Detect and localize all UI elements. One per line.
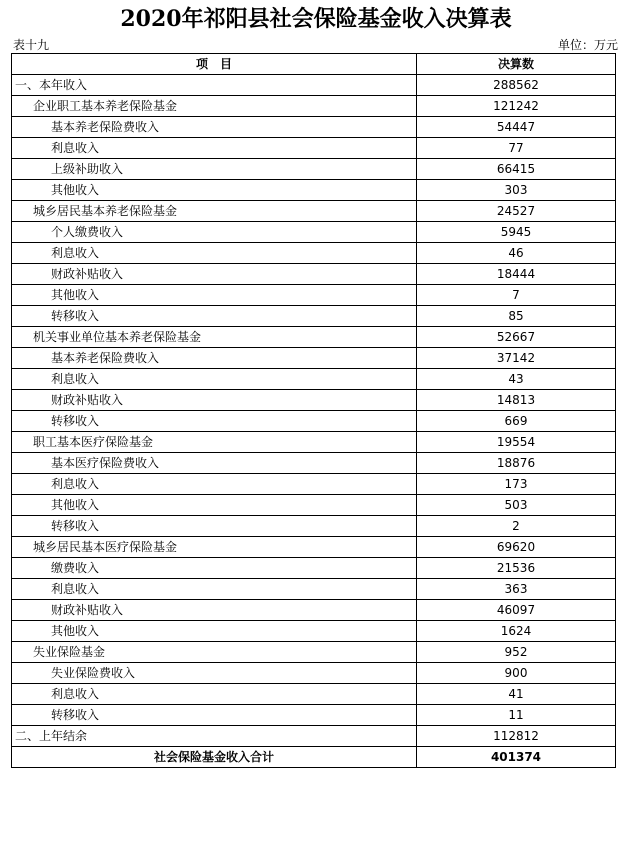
table-row	[12, 516, 616, 537]
table-row	[12, 726, 616, 747]
row-label: 转移收入	[12, 306, 417, 327]
table-row	[12, 369, 616, 390]
table-row	[12, 600, 616, 621]
table-row	[12, 327, 616, 348]
row-label: 城乡居民基本医疗保险基金	[12, 537, 417, 558]
row-label: 失业保险费收入	[12, 663, 417, 684]
table-row	[12, 75, 616, 96]
row-label: 利息收入	[12, 369, 417, 390]
table-row	[12, 474, 616, 495]
row-value: 303	[417, 180, 616, 201]
table-row	[12, 411, 616, 432]
row-value: 46	[417, 243, 616, 264]
row-label: 机关事业单位基本养老保险基金	[12, 327, 417, 348]
row-label: 企业职工基本养老保险基金	[12, 96, 417, 117]
table-row	[12, 222, 616, 243]
table-row	[12, 348, 616, 369]
row-value: 11	[417, 705, 616, 726]
revenue-table	[11, 53, 616, 768]
row-value: 18444	[417, 264, 616, 285]
row-value: 41	[417, 684, 616, 705]
table-row	[12, 117, 616, 138]
row-label: 转移收入	[12, 411, 417, 432]
row-value: 52667	[417, 327, 616, 348]
row-label: 财政补贴收入	[12, 600, 417, 621]
column-header-value: 决算数	[417, 54, 616, 75]
table-row	[12, 495, 616, 516]
table-row	[12, 159, 616, 180]
table-row	[12, 453, 616, 474]
row-value: 69620	[417, 537, 616, 558]
table-row	[12, 96, 616, 117]
table-row	[12, 642, 616, 663]
row-value: 24527	[417, 201, 616, 222]
table-row	[12, 663, 616, 684]
row-label: 失业保险基金	[12, 642, 417, 663]
row-label: 城乡居民基本养老保险基金	[12, 201, 417, 222]
row-value: 14813	[417, 390, 616, 411]
row-label: 其他收入	[12, 180, 417, 201]
row-value: 77	[417, 138, 616, 159]
total-label: 社会保险基金收入合计	[12, 747, 417, 768]
table-row	[12, 306, 616, 327]
row-value: 5945	[417, 222, 616, 243]
row-value: 46097	[417, 600, 616, 621]
row-value: 19554	[417, 432, 616, 453]
row-value: 1624	[417, 621, 616, 642]
table-row	[12, 621, 616, 642]
row-label: 其他收入	[12, 285, 417, 306]
row-value: 43	[417, 369, 616, 390]
row-value: 288562	[417, 75, 616, 96]
total-value: 401374	[417, 747, 616, 768]
row-value: 900	[417, 663, 616, 684]
table-row	[12, 201, 616, 222]
table-number: 表十九	[13, 38, 50, 52]
row-value: 173	[417, 474, 616, 495]
table-row	[12, 243, 616, 264]
table-row	[12, 579, 616, 600]
row-value: 21536	[417, 558, 616, 579]
page-title: 2020年祁阳县社会保险基金收入决算表	[120, 6, 512, 32]
row-label: 转移收入	[12, 705, 417, 726]
row-label: 基本养老保险费收入	[12, 348, 417, 369]
row-label: 利息收入	[12, 474, 417, 495]
table-row	[12, 684, 616, 705]
row-label: 转移收入	[12, 516, 417, 537]
row-label: 利息收入	[12, 579, 417, 600]
table-row	[12, 285, 616, 306]
row-value: 363	[417, 579, 616, 600]
row-value: 669	[417, 411, 616, 432]
total-row	[12, 747, 616, 768]
row-label: 基本养老保险费收入	[12, 117, 417, 138]
row-label: 利息收入	[12, 243, 417, 264]
header-row	[12, 54, 616, 75]
table-row	[12, 180, 616, 201]
row-label: 上级补助收入	[12, 159, 417, 180]
row-label: 个人缴费收入	[12, 222, 417, 243]
row-value: 2	[417, 516, 616, 537]
row-label: 财政补贴收入	[12, 390, 417, 411]
row-label: 职工基本医疗保险基金	[12, 432, 417, 453]
table-row	[12, 558, 616, 579]
row-value: 18876	[417, 453, 616, 474]
row-value: 54447	[417, 117, 616, 138]
row-label: 其他收入	[12, 495, 417, 516]
row-label: 利息收入	[12, 684, 417, 705]
table-row	[12, 264, 616, 285]
table-row	[12, 138, 616, 159]
row-value: 121242	[417, 96, 616, 117]
row-label: 缴费收入	[12, 558, 417, 579]
table-row	[12, 705, 616, 726]
row-label: 基本医疗保险费收入	[12, 453, 417, 474]
row-value: 503	[417, 495, 616, 516]
table-row	[12, 537, 616, 558]
row-label: 一、本年收入	[12, 75, 417, 96]
column-header-item: 项 目	[12, 54, 417, 75]
row-value: 112812	[417, 726, 616, 747]
row-value: 85	[417, 306, 616, 327]
row-label: 二、上年结余	[12, 726, 417, 747]
row-label: 其他收入	[12, 621, 417, 642]
unit-label: 单位：万元	[557, 38, 618, 52]
table-row	[12, 390, 616, 411]
row-label: 财政补贴收入	[12, 264, 417, 285]
table-row	[12, 432, 616, 453]
row-value: 66415	[417, 159, 616, 180]
table-body	[12, 75, 616, 747]
row-value: 37142	[417, 348, 616, 369]
row-value: 7	[417, 285, 616, 306]
row-value: 952	[417, 642, 616, 663]
row-label: 利息收入	[12, 138, 417, 159]
